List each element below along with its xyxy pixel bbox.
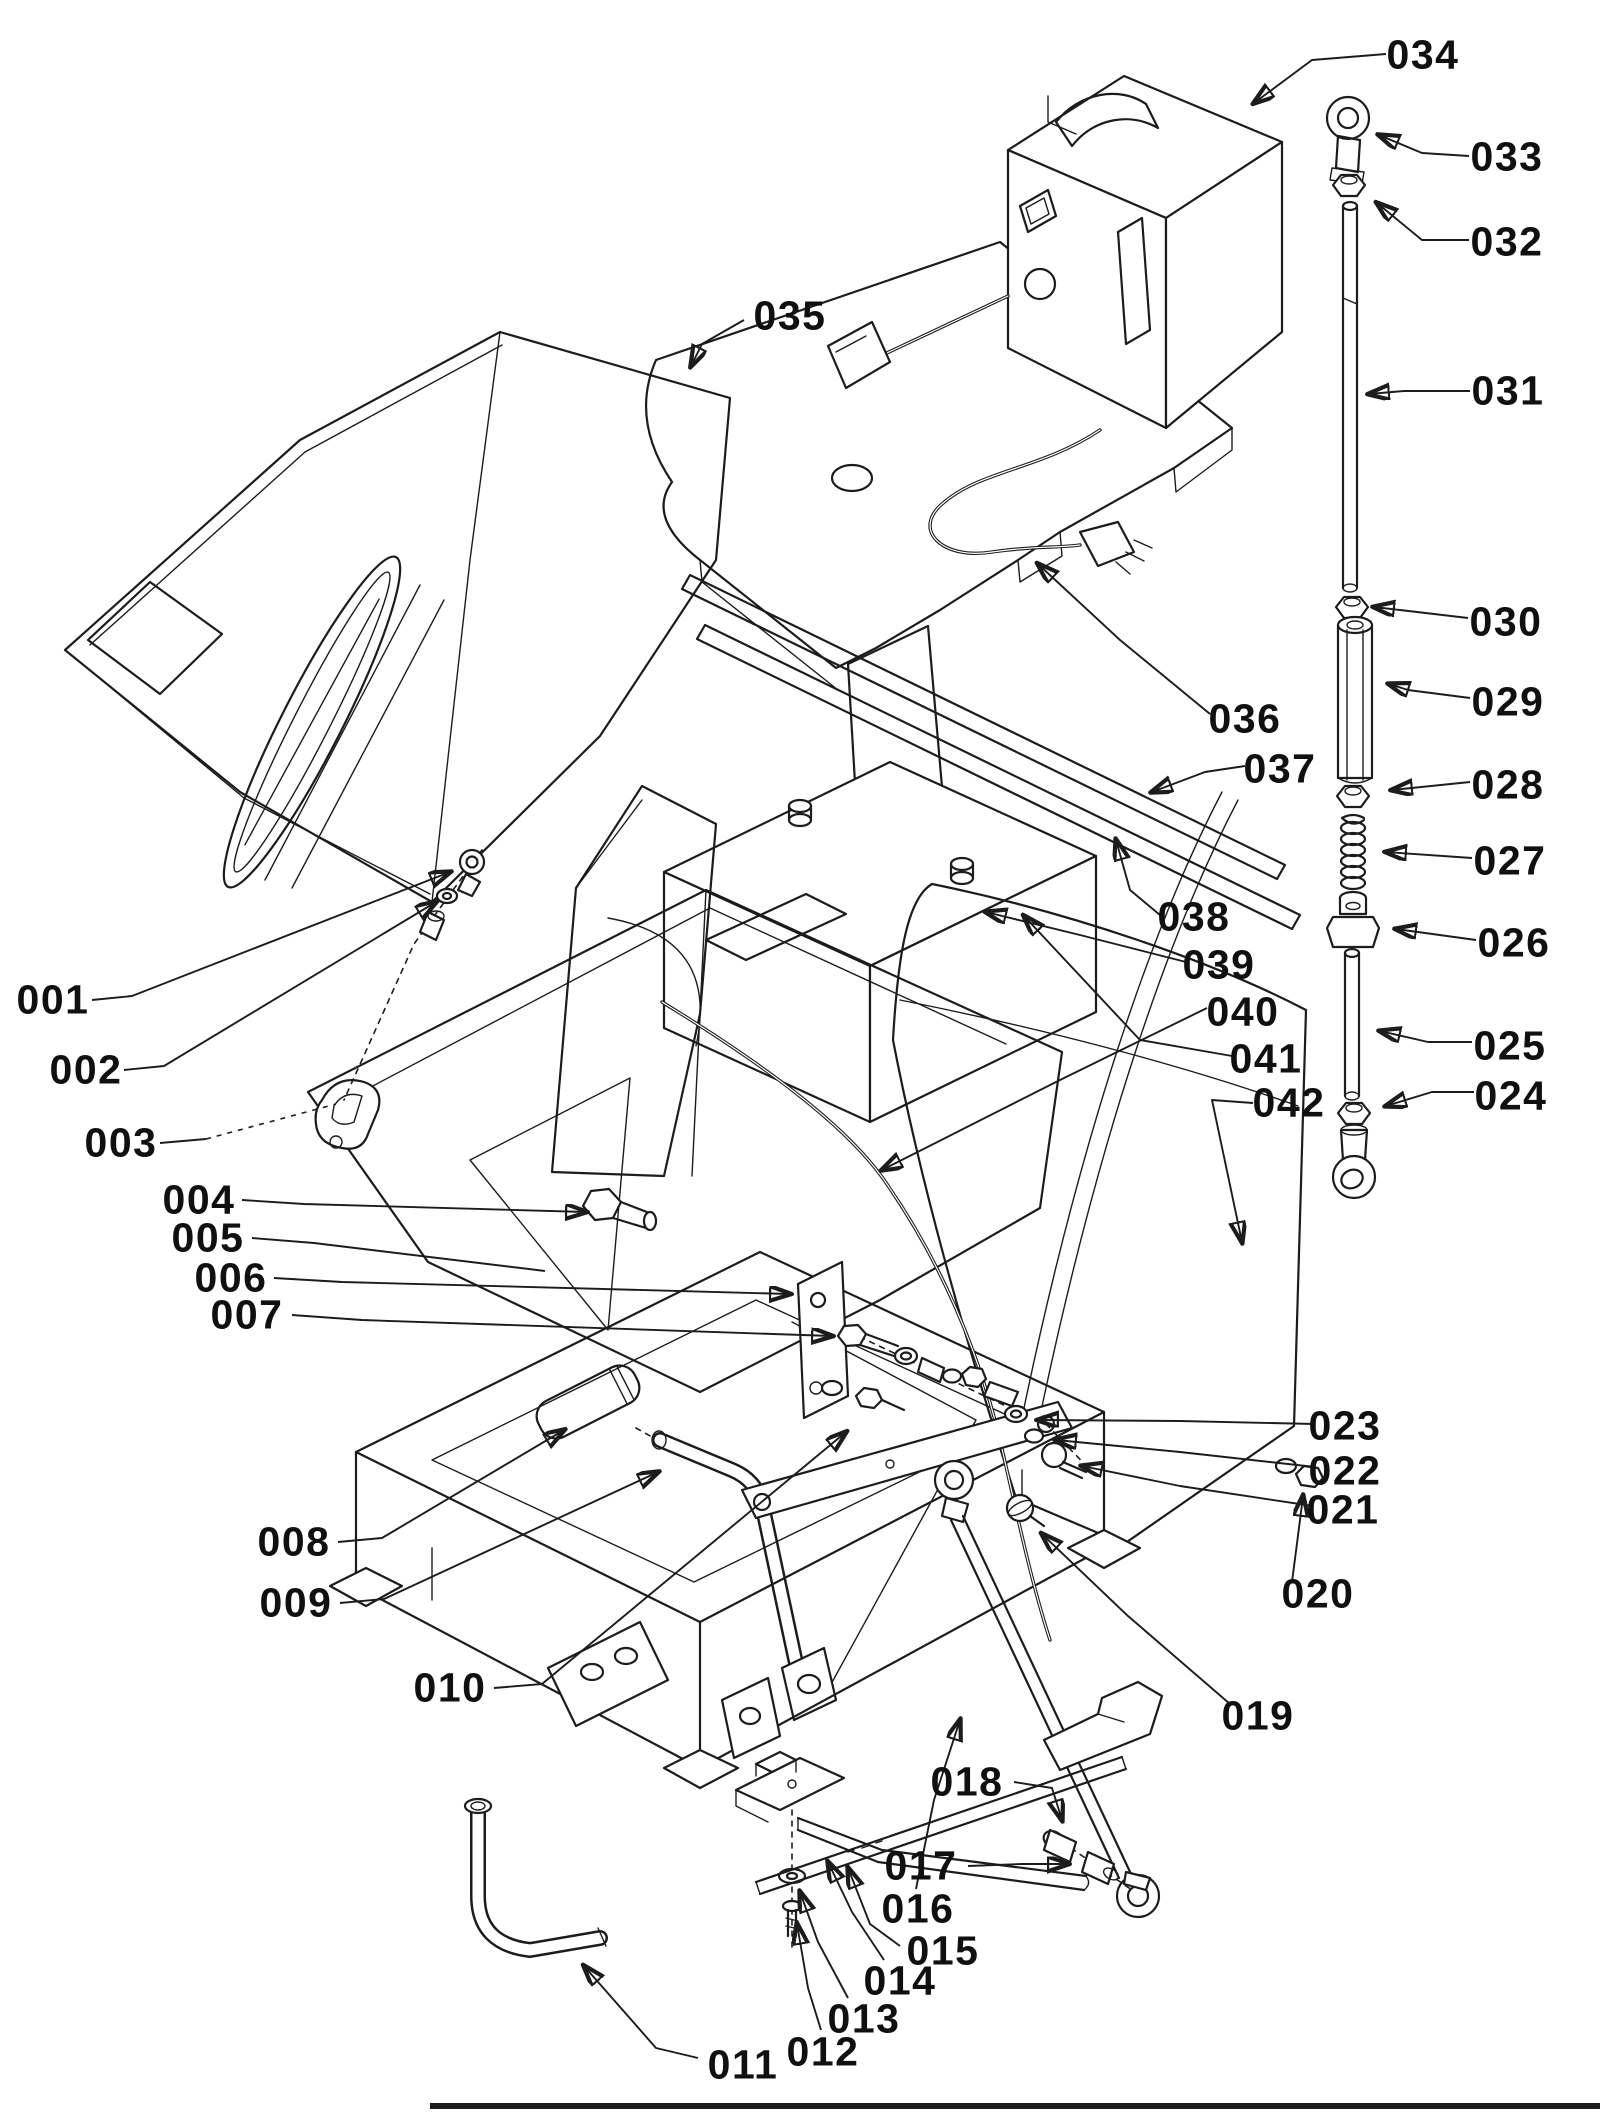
callout-015: 015 bbox=[906, 1927, 980, 1974]
callout-021: 021 bbox=[1306, 1486, 1380, 1533]
leader-031 bbox=[1369, 391, 1470, 394]
callout-029: 029 bbox=[1471, 678, 1545, 725]
callout-032: 032 bbox=[1470, 218, 1544, 265]
leader-030 bbox=[1374, 607, 1468, 618]
callout-002: 002 bbox=[49, 1046, 123, 1093]
callout-040: 040 bbox=[1206, 988, 1280, 1035]
callout-034: 034 bbox=[1386, 31, 1460, 78]
leader-005 bbox=[252, 1238, 545, 1271]
callout-016: 016 bbox=[881, 1885, 955, 1932]
callout-018: 018 bbox=[930, 1758, 1004, 1805]
leader-014 bbox=[828, 1862, 884, 1960]
leader-020 bbox=[1292, 1496, 1303, 1582]
leader-026 bbox=[1396, 929, 1476, 940]
leader-024 bbox=[1386, 1092, 1474, 1106]
leader-039 bbox=[986, 912, 1186, 962]
callout-006: 006 bbox=[194, 1254, 268, 1301]
leader-023 bbox=[1038, 1420, 1315, 1424]
callout-014: 014 bbox=[863, 1957, 937, 2004]
leader-032 bbox=[1377, 203, 1469, 240]
callout-023: 023 bbox=[1308, 1402, 1382, 1449]
callout-017: 017 bbox=[884, 1842, 958, 1889]
callout-005: 005 bbox=[171, 1214, 245, 1261]
leader-006 bbox=[274, 1278, 790, 1294]
leader-004 bbox=[242, 1200, 586, 1212]
leader-009 bbox=[340, 1472, 658, 1603]
callout-008: 008 bbox=[257, 1518, 331, 1565]
leader-019 bbox=[1042, 1534, 1230, 1704]
callout-019: 019 bbox=[1221, 1692, 1295, 1739]
callout-011: 011 bbox=[707, 2041, 779, 2088]
leader-025 bbox=[1380, 1031, 1472, 1042]
leader-008 bbox=[338, 1430, 564, 1542]
leader-028 bbox=[1392, 782, 1470, 790]
leader-002 bbox=[124, 902, 436, 1070]
callout-030: 030 bbox=[1469, 598, 1543, 645]
callout-010: 010 bbox=[413, 1664, 487, 1711]
leader-010 bbox=[494, 1432, 846, 1688]
leader-033 bbox=[1379, 135, 1469, 156]
leader-042 bbox=[1212, 1100, 1253, 1242]
callout-004: 004 bbox=[162, 1176, 236, 1223]
leader-017 bbox=[968, 1864, 1068, 1866]
callout-012: 012 bbox=[786, 2028, 860, 2075]
callout-026: 026 bbox=[1477, 919, 1551, 966]
callout-009: 009 bbox=[259, 1579, 333, 1626]
leader-011 bbox=[584, 1966, 698, 2058]
callout-039: 039 bbox=[1182, 941, 1256, 988]
leader-036 bbox=[1038, 564, 1210, 714]
callout-042: 042 bbox=[1252, 1079, 1326, 1126]
leader-018 bbox=[1014, 1782, 1062, 1820]
callout-013: 013 bbox=[827, 1995, 901, 2042]
callout-024: 024 bbox=[1474, 1072, 1548, 1119]
callout-025: 025 bbox=[1473, 1022, 1547, 1069]
callout-001: 001 bbox=[16, 976, 90, 1023]
leader-038 bbox=[1116, 840, 1160, 915]
leader-021 bbox=[1082, 1466, 1313, 1506]
leader-dotted-003 bbox=[206, 1104, 336, 1139]
leader-001 bbox=[92, 872, 450, 1000]
callout-033: 033 bbox=[1470, 133, 1544, 180]
callout-027: 027 bbox=[1473, 837, 1547, 884]
leader-007 bbox=[292, 1315, 832, 1336]
callout-037: 037 bbox=[1243, 745, 1317, 792]
callout-022: 022 bbox=[1308, 1447, 1382, 1494]
callout-003: 003 bbox=[84, 1119, 158, 1166]
callout-035: 035 bbox=[753, 292, 827, 339]
callout-007: 007 bbox=[210, 1291, 284, 1338]
leader-034 bbox=[1254, 54, 1386, 103]
leader-027 bbox=[1386, 852, 1472, 858]
page-bottom-rule bbox=[430, 2103, 1600, 2109]
leader-029 bbox=[1389, 684, 1470, 698]
leader-037 bbox=[1152, 766, 1245, 792]
leader-003 bbox=[160, 1139, 206, 1143]
leader-022 bbox=[1056, 1440, 1315, 1467]
callout-038: 038 bbox=[1157, 893, 1231, 940]
callout-020: 020 bbox=[1281, 1570, 1355, 1617]
callout-036: 036 bbox=[1208, 695, 1282, 742]
leader-040 bbox=[882, 1008, 1207, 1170]
callout-041: 041 bbox=[1229, 1035, 1303, 1082]
callout-031: 031 bbox=[1471, 367, 1545, 414]
callout-028: 028 bbox=[1471, 761, 1545, 808]
leader-035 bbox=[691, 320, 744, 366]
